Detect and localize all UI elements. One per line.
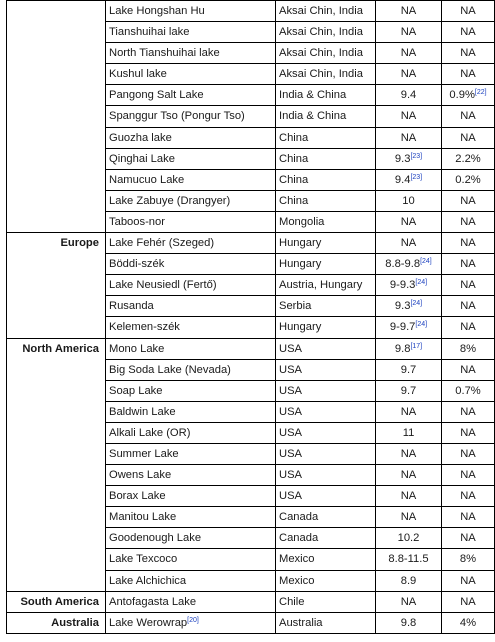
continent-cell	[7, 591, 106, 612]
lake-name-cell	[106, 422, 276, 443]
ph-cell	[376, 317, 442, 338]
salinity-value: NA	[460, 321, 476, 334]
country-cell	[276, 1, 376, 22]
salinity-value: 8%	[459, 342, 477, 355]
continent-cell	[7, 233, 106, 338]
citation-link[interactable]: [20]	[187, 616, 199, 624]
lake-name: Baldwin Lake	[109, 405, 176, 418]
salinity-cell	[442, 591, 495, 612]
lake-name-cell	[106, 549, 276, 570]
citation-link[interactable]: [24]	[420, 258, 432, 266]
lake-name: Lake Zabuye (Drangyer)	[109, 194, 231, 207]
ph-cell	[376, 549, 442, 570]
ph-cell	[376, 169, 442, 190]
lake-name: Lake Neusiedl (Fertő)	[109, 279, 217, 292]
ph-value: 9.7	[400, 384, 417, 397]
country-cell	[276, 233, 376, 254]
salinity-value: NA	[460, 469, 476, 482]
country-name: Canada	[279, 511, 319, 524]
salinity-value: NA	[460, 405, 476, 418]
salinity-value: 2.2%	[455, 152, 481, 165]
lake-name: Lake Werowrap	[109, 616, 188, 629]
lake-name-cell	[106, 1, 276, 22]
lake-name-cell	[106, 190, 276, 211]
country-name: Australia	[279, 616, 323, 629]
ph-value: NA	[400, 237, 417, 250]
lake-name: North Tianshuihai lake	[109, 47, 220, 60]
salinity-value: 4%	[459, 616, 477, 629]
ph-value: 10	[402, 194, 415, 207]
salinity-value: NA	[460, 258, 476, 271]
salinity-cell	[442, 465, 495, 486]
ph-cell	[376, 296, 442, 317]
lake-name-cell	[106, 106, 276, 127]
lake-name-cell	[106, 254, 276, 275]
lake-name-cell	[106, 507, 276, 528]
salinity-value: NA	[460, 237, 476, 250]
country-cell	[276, 570, 376, 591]
lake-name-cell	[106, 486, 276, 507]
lake-name-cell	[106, 43, 276, 64]
lake-name-cell	[106, 359, 276, 380]
salinity-cell	[442, 570, 495, 591]
continent-cell	[7, 1, 106, 233]
salinity-cell	[442, 359, 495, 380]
ph-value: 9.3	[394, 300, 411, 313]
lake-name: Alkali Lake (OR)	[109, 426, 191, 439]
ph-value: 9.8	[400, 616, 417, 629]
country-cell	[276, 612, 376, 633]
ph-cell	[376, 612, 442, 633]
lake-name: Rusanda	[109, 300, 154, 313]
citation-link[interactable]: [17]	[410, 342, 423, 350]
lake-name: Soap Lake	[109, 384, 163, 397]
ph-value: NA	[400, 405, 417, 418]
soda-lakes-table	[6, 0, 495, 634]
country-name: Serbia	[279, 300, 312, 313]
table-row	[7, 338, 495, 359]
salinity-cell	[442, 275, 495, 296]
ph-cell	[376, 233, 442, 254]
salinity-cell	[442, 85, 495, 106]
table-row	[7, 1, 495, 22]
lake-name: Goodenough Lake	[109, 532, 202, 545]
salinity-value: NA	[460, 300, 476, 313]
salinity-value: NA	[460, 595, 476, 608]
continent-australia: Australia	[51, 616, 99, 629]
country-cell	[276, 169, 376, 190]
salinity-value: NA	[460, 574, 476, 587]
ph-value: 9.4	[400, 89, 417, 102]
lake-name: Borax Lake	[109, 490, 166, 503]
ph-cell	[376, 528, 442, 549]
country-name: USA	[279, 490, 303, 503]
lake-name: Guozha lake	[109, 131, 172, 144]
lake-name-cell	[106, 528, 276, 549]
ph-value: NA	[400, 447, 417, 460]
salinity-cell	[442, 612, 495, 633]
ph-value: NA	[400, 595, 417, 608]
country-name: Hungary	[279, 258, 322, 271]
country-name: Canada	[279, 532, 319, 545]
country-name: India & China	[279, 89, 347, 102]
lake-name: Qinghai Lake	[109, 152, 175, 165]
continent-north-america: North America	[22, 342, 99, 355]
country-cell	[276, 591, 376, 612]
country-cell	[276, 22, 376, 43]
country-name: China	[279, 173, 309, 186]
salinity-cell	[442, 401, 495, 422]
ph-cell	[376, 465, 442, 486]
salinity-value: NA	[460, 110, 476, 123]
salinity-value: NA	[460, 131, 476, 144]
ph-value: NA	[400, 511, 417, 524]
country-cell	[276, 401, 376, 422]
citation-link[interactable]: [22]	[474, 89, 487, 97]
country-name: USA	[279, 342, 303, 355]
ph-value: NA	[400, 47, 417, 60]
country-name: USA	[279, 426, 303, 439]
lake-name-cell	[106, 211, 276, 232]
salinity-cell	[442, 507, 495, 528]
lake-name-cell	[106, 64, 276, 85]
lake-name-cell	[106, 380, 276, 401]
ph-value: NA	[400, 469, 417, 482]
salinity-cell	[442, 233, 495, 254]
continent-cell	[7, 338, 106, 591]
country-cell	[276, 443, 376, 464]
ph-value: NA	[400, 490, 417, 503]
country-cell	[276, 528, 376, 549]
ph-cell	[376, 22, 442, 43]
lake-name: Kelemen-szék	[109, 321, 180, 334]
country-cell	[276, 549, 376, 570]
country-name: Mexico	[279, 553, 315, 566]
ph-value: 8.8-11.5	[388, 553, 429, 566]
lake-name: Böddi-szék	[109, 258, 165, 271]
country-name: India & China	[279, 110, 347, 123]
salinity-value: NA	[460, 363, 476, 376]
salinity-cell	[442, 169, 495, 190]
country-cell	[276, 338, 376, 359]
ph-value: NA	[400, 215, 417, 228]
salinity-cell	[442, 64, 495, 85]
country-name: Chile	[279, 595, 305, 608]
lake-name-cell	[106, 317, 276, 338]
lake-name: Big Soda Lake (Nevada)	[109, 363, 231, 376]
ph-value: 9-9.7	[389, 321, 416, 334]
ph-value: 10.2	[397, 532, 420, 545]
ph-cell	[376, 401, 442, 422]
lake-name: Mono Lake	[109, 342, 165, 355]
ph-value: 9-9.3	[389, 279, 416, 292]
salinity-cell	[442, 338, 495, 359]
lake-name: Lake Fehér (Szeged)	[109, 237, 215, 250]
country-name: Aksai Chin, India	[279, 5, 363, 17]
ph-cell	[376, 359, 442, 380]
ph-cell	[376, 85, 442, 106]
salinity-cell	[442, 1, 495, 22]
country-name: Aksai Chin, India	[279, 68, 363, 81]
salinity-value: NA	[460, 5, 476, 17]
citation-link[interactable]: [24]	[410, 300, 423, 308]
soda-lakes-table-container	[6, 0, 495, 634]
ph-value: 8.8-9.8	[385, 258, 421, 271]
continent-europe: Europe	[60, 237, 99, 250]
continent-cell	[7, 612, 106, 633]
ph-cell	[376, 507, 442, 528]
salinity-value: NA	[460, 532, 476, 545]
ph-value: NA	[400, 26, 417, 39]
ph-cell	[376, 106, 442, 127]
ph-cell	[376, 64, 442, 85]
salinity-value: NA	[460, 511, 476, 524]
country-cell	[276, 359, 376, 380]
ph-value: 9.4	[394, 173, 411, 186]
lake-name-cell	[106, 233, 276, 254]
ph-cell	[376, 380, 442, 401]
lake-name: Owens Lake	[109, 469, 172, 482]
salinity-value: NA	[460, 490, 476, 503]
lake-name: Spanggur Tso (Pongur Tso)	[109, 110, 245, 123]
lake-name: Antofagasta Lake	[109, 595, 197, 608]
lake-name-cell	[106, 275, 276, 296]
ph-cell	[376, 1, 442, 22]
country-cell	[276, 43, 376, 64]
country-name: Austria, Hungary	[279, 279, 363, 292]
salinity-cell	[442, 148, 495, 169]
country-name: Mexico	[279, 574, 315, 587]
continent-south-america: South America	[20, 595, 99, 608]
lake-name: Pangong Salt Lake	[109, 89, 204, 102]
ph-cell	[376, 591, 442, 612]
ph-cell	[376, 275, 442, 296]
salinity-value: 0.7%	[455, 384, 481, 397]
lake-name-cell	[106, 22, 276, 43]
salinity-value: NA	[460, 279, 476, 292]
salinity-cell	[442, 443, 495, 464]
country-cell	[276, 148, 376, 169]
country-cell	[276, 465, 376, 486]
country-cell	[276, 64, 376, 85]
country-cell	[276, 106, 376, 127]
lake-name: Taboos-nor	[109, 215, 165, 228]
country-name: Hungary	[279, 237, 322, 250]
ph-cell	[376, 570, 442, 591]
country-name: USA	[279, 363, 303, 376]
ph-cell	[376, 127, 442, 148]
lake-name: Lake Alchichica	[109, 574, 187, 587]
country-cell	[276, 275, 376, 296]
lake-name: Manitou Lake	[109, 511, 177, 524]
ph-value: 9.8	[394, 342, 411, 355]
country-name: USA	[279, 469, 303, 482]
salinity-cell	[442, 190, 495, 211]
country-name: China	[279, 194, 309, 207]
salinity-cell	[442, 43, 495, 64]
salinity-cell	[442, 211, 495, 232]
salinity-cell	[442, 380, 495, 401]
lake-name: Lake Texcoco	[109, 553, 178, 566]
salinity-value: 0.2%	[455, 173, 481, 186]
country-name: USA	[279, 447, 303, 460]
salinity-cell	[442, 127, 495, 148]
ph-value: NA	[400, 131, 417, 144]
citation-link[interactable]: [23]	[410, 173, 423, 181]
salinity-value: NA	[460, 26, 476, 39]
ph-value: NA	[400, 5, 417, 17]
country-name: China	[279, 131, 309, 144]
lake-name-cell	[106, 148, 276, 169]
lake-name: Summer Lake	[109, 447, 179, 460]
salinity-cell	[442, 317, 495, 338]
citation-link[interactable]: [24]	[415, 321, 428, 329]
country-cell	[276, 422, 376, 443]
lake-name-cell	[106, 296, 276, 317]
lake-name-cell	[106, 570, 276, 591]
country-cell	[276, 380, 376, 401]
lake-name-cell	[106, 612, 276, 633]
salinity-cell	[442, 106, 495, 127]
country-cell	[276, 190, 376, 211]
lake-name: Tianshuihai lake	[109, 26, 190, 39]
citation-link[interactable]: [24]	[415, 279, 428, 287]
ph-value: 9.7	[400, 363, 417, 376]
salinity-value: NA	[460, 194, 476, 207]
country-cell	[276, 296, 376, 317]
table-row	[7, 591, 495, 612]
ph-value: NA	[400, 110, 417, 123]
ph-cell	[376, 43, 442, 64]
lake-name-cell	[106, 591, 276, 612]
ph-value: 11	[402, 426, 415, 439]
ph-cell	[376, 338, 442, 359]
salinity-cell	[442, 422, 495, 443]
salinity-cell	[442, 296, 495, 317]
country-name: Mongolia	[279, 215, 325, 228]
ph-value: 9.3	[394, 152, 411, 165]
lake-name-cell	[106, 338, 276, 359]
country-name: Hungary	[279, 321, 322, 334]
ph-cell	[376, 254, 442, 275]
country-cell	[276, 85, 376, 106]
ph-value: NA	[400, 68, 417, 81]
country-cell	[276, 317, 376, 338]
salinity-cell	[442, 549, 495, 570]
table-body	[7, 1, 495, 634]
lake-name-cell	[106, 465, 276, 486]
lake-name-cell	[106, 85, 276, 106]
salinity-cell	[442, 486, 495, 507]
lake-name-cell	[106, 127, 276, 148]
country-name: USA	[279, 405, 303, 418]
salinity-cell	[442, 528, 495, 549]
country-name: Aksai Chin, India	[279, 47, 363, 60]
country-name: China	[279, 152, 309, 165]
salinity-value: NA	[460, 215, 476, 228]
salinity-value: NA	[460, 47, 476, 60]
lake-name: Lake Hongshan Hu	[109, 5, 205, 17]
lake-name-cell	[106, 401, 276, 422]
salinity-value: NA	[460, 68, 476, 81]
ph-cell	[376, 211, 442, 232]
salinity-value: 0.9%	[449, 89, 475, 102]
lake-name: Namucuo Lake	[109, 173, 185, 186]
lake-name-cell	[106, 169, 276, 190]
lake-name-cell	[106, 443, 276, 464]
country-cell	[276, 507, 376, 528]
salinity-cell	[442, 254, 495, 275]
table-row	[7, 233, 495, 254]
ph-cell	[376, 190, 442, 211]
salinity-value: NA	[460, 426, 476, 439]
salinity-cell	[442, 22, 495, 43]
ph-value: 8.9	[400, 574, 417, 587]
country-cell	[276, 127, 376, 148]
country-cell	[276, 254, 376, 275]
salinity-value: NA	[460, 447, 476, 460]
table-row	[7, 612, 495, 633]
country-cell	[276, 211, 376, 232]
country-name: USA	[279, 384, 303, 397]
ph-cell	[376, 422, 442, 443]
citation-link[interactable]: [23]	[410, 152, 423, 160]
country-name: Aksai Chin, India	[279, 26, 363, 39]
lake-name: Kushul lake	[109, 68, 167, 81]
ph-cell	[376, 443, 442, 464]
salinity-value: 8%	[459, 553, 477, 566]
ph-cell	[376, 148, 442, 169]
ph-cell	[376, 486, 442, 507]
country-cell	[276, 486, 376, 507]
